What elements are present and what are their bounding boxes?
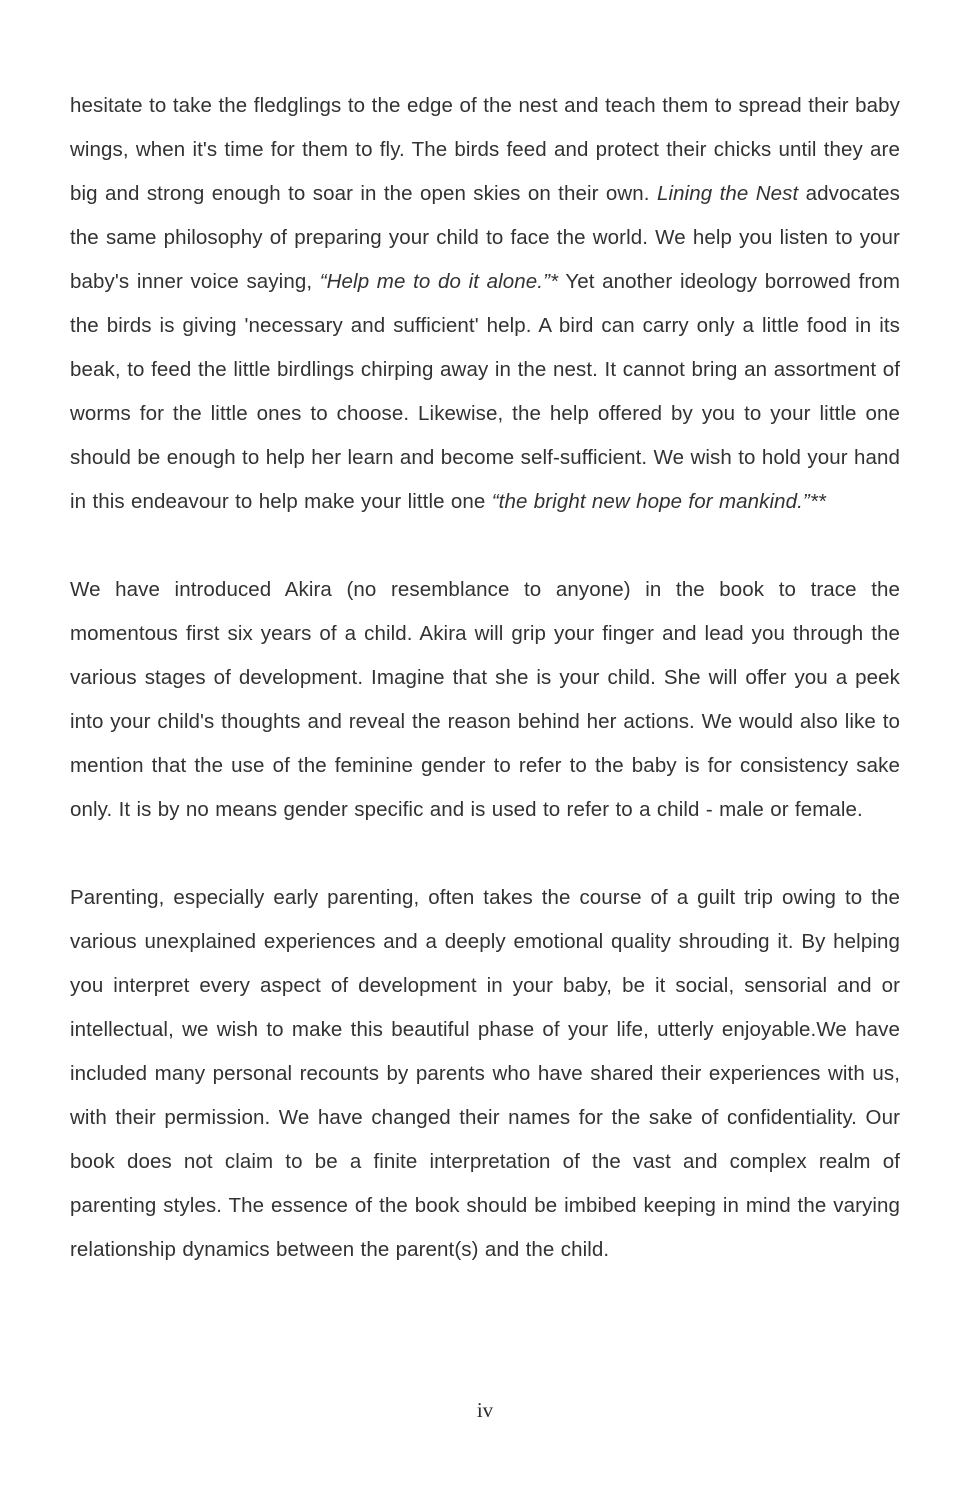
italic-text-run: Lining the Nest [656,182,799,205]
paragraph-2 [70,568,900,832]
text-run: hesitate to take the fledglings to the edge of the nest and teach them to spread their baby wings, when it's time for them to fly. The birds feed and protect their chicks until they are big and strong enough to soar in the open skies on their own. [70,94,900,205]
text-run: We have introduced Akira (no resemblance to anyone) in the book to trace the momentous first six years of a child. Akira will grip your finger and lead you through the various stages of development. Imagine that she is your child. She will offer you a peek into your child's thoughts and reveal the reason behind her actions. We would also like to mention that the use of the feminine gender to refer to the baby is for consistency sake only. It is by no means gender specific and is used to refer to a child - male or female. [70,578,900,821]
paragraph-3 [70,876,900,1272]
italic-text-run: “Help me to do it alone.”* [319,270,559,293]
text-run: Yet another ideology borrowed from the birds is giving 'necessary and sufficient' help. A bird can carry only a little food in its beak, to feed the little birdlings chirping away in the nest. It cannot bring an assortment of worms for the little ones to choose. Likewise, the help offered by you to your little one should be enough to help her learn and become self-sufficient. We wish to hold your hand in this endeavour to help make your little one [70,270,900,513]
page-number: iv [476,1398,494,1422]
text-run: advocates the same philosophy of preparing your child to face the world. We help you listen to your baby's inner voice saying, [70,182,900,293]
document-body [70,84,900,1272]
italic-text-run: “the bright new hope for mankind.”** [491,490,827,513]
paragraph-1 [70,84,900,524]
text-run: Parenting, especially early parenting, often takes the course of a guilt trip owing to the various unexplained experiences and a deeply emotional quality shrouding it. By helping you interpret every aspect of development in your baby, be it social, sensorial and or intellectual, we wish to make this beautiful phase of your life, utterly enjoyable.We have included many personal recounts by parents who have shared their experiences with us, with their permission. We have changed their names for the sake of confidentiality. Our book does not claim to be a finite interpretation of the vast and complex realm of parenting styles. The essence of the book should be imbibed keeping in mind the varying relationship dynamics between the parent(s) and the child. [70,886,900,1261]
